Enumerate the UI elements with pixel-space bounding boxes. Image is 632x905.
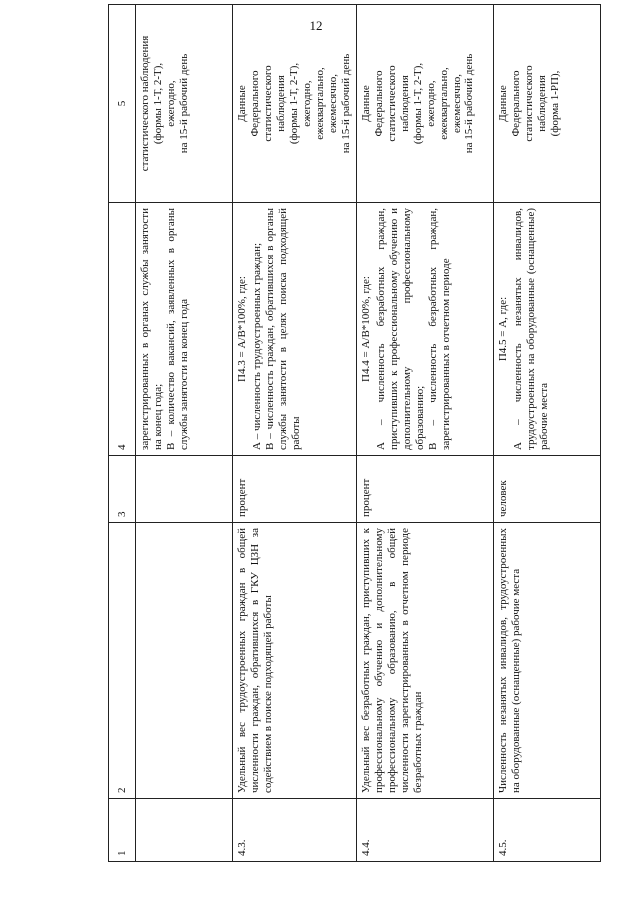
cell-formula — [233, 203, 357, 456]
source-line: наблюдения — [535, 75, 548, 132]
formula-title: П4.4 = А/В*100%, где: — [359, 276, 372, 382]
formula-title: П4.5 = А, где: — [496, 296, 509, 362]
cell-num — [136, 799, 233, 862]
cell-source — [493, 5, 600, 203]
page-number: 12 — [309, 18, 323, 33]
header-col-4: 4 — [109, 203, 136, 456]
source-line: (формы 1-Т, 2-Т), — [287, 62, 300, 145]
indicator-table — [108, 4, 601, 862]
cell-unit — [136, 456, 233, 523]
cell-formula — [136, 203, 233, 456]
cell-source — [356, 5, 493, 203]
source-line: статистического — [261, 65, 274, 142]
formula-line: В – количество вакансий, заявленных в органы службы занятости на конец года — [164, 208, 190, 450]
formula-line: А – численность незанятых инвалидов, трудоустроенных на оборудованные (оснащенные) рабочие места — [511, 208, 550, 450]
source-line: Данные — [359, 85, 372, 122]
cell-unit: человек — [493, 456, 600, 523]
source-line: ежегодно, — [424, 80, 437, 127]
cell-source — [136, 5, 233, 203]
source-line: ежеквартально, — [437, 67, 450, 140]
cell-num: 4.4. — [356, 799, 493, 862]
cell-unit: процент — [356, 456, 493, 523]
source-line: статистического — [385, 65, 398, 142]
table-row — [493, 5, 600, 862]
table-row — [356, 5, 493, 862]
cell-name: Удельный вес безработных граждан, приступивших к профессиональному обучению и дополнительному профессиональному образованию, в общей численности зарегистрированных в отчетном периоде безработных граждан — [356, 523, 493, 799]
header-col-5: 5 — [109, 5, 136, 203]
source-line: Данные — [496, 85, 509, 122]
cell-num: 4.3. — [233, 799, 357, 862]
header-row — [109, 5, 136, 862]
formula-line: А – численность трудоустроенных граждан; — [250, 242, 263, 450]
source-line: ежемесячно, — [326, 74, 339, 133]
source-line: (формы 1-Т, 2-Т), — [411, 62, 424, 145]
source-line: Федерального — [248, 70, 261, 137]
cell-name: Численность незанятых инвалидов, трудоустроенных на оборудованные (оснащенные) рабочие места — [493, 523, 600, 799]
source-line: на 15-й рабочий день — [177, 53, 190, 154]
source-line: Данные — [236, 85, 248, 122]
source-line: статистического наблюдения — [139, 35, 151, 172]
table-row — [136, 5, 233, 862]
header-col-2: 2 — [109, 523, 136, 799]
source-line: ежегодно, — [164, 80, 177, 127]
cell-name: Удельный вес трудоустроенных граждан в общей численности граждан, обратившихся в ГКУ ЦЗН за содействием в поиске подходящей работы — [233, 523, 357, 799]
cell-source — [233, 5, 357, 203]
source-line: (форма 1-РП), — [548, 70, 561, 137]
formula-line: зарегистрированных в органах службы занятости на конец года; — [139, 208, 164, 450]
formula-line: А – численность безработных граждан, приступивших к профессиональному обучению и дополнительному профессиональному образованию; — [374, 208, 426, 450]
formula-title: П4.3 = А/В*100%, где: — [236, 276, 248, 382]
source-line: Федерального — [509, 70, 522, 137]
cell-unit: процент — [233, 456, 357, 523]
indicator-table-rotated — [108, 35, 595, 862]
formula-line: В – численность безработных граждан, зарегистрированных в отчетном периоде — [426, 208, 452, 450]
source-line: ежемесячно, — [450, 74, 463, 133]
header-col-1: 1 — [109, 799, 136, 862]
cell-formula — [493, 203, 600, 456]
source-line: наблюдения — [398, 75, 411, 132]
cell-num: 4.5. — [493, 799, 600, 862]
source-line: ежегодно, — [300, 80, 313, 127]
header-col-3: 3 — [109, 456, 136, 523]
source-line: ежеквартально, — [313, 67, 326, 140]
table-row — [233, 5, 357, 862]
cell-formula — [356, 203, 493, 456]
source-line: (формы 1-Т, 2-Т), — [151, 62, 164, 145]
source-line: наблюдения — [274, 75, 287, 132]
formula-line: В – численность граждан, обратившихся в органы службы занятости в целях поиска подходящей работы — [263, 208, 302, 450]
source-line: на 15-й рабочий день — [339, 53, 352, 154]
source-line: Федерального — [372, 70, 385, 137]
source-line: на 15-й рабочий день — [463, 53, 476, 154]
cell-name — [136, 523, 233, 799]
source-line: статистического — [522, 65, 535, 142]
